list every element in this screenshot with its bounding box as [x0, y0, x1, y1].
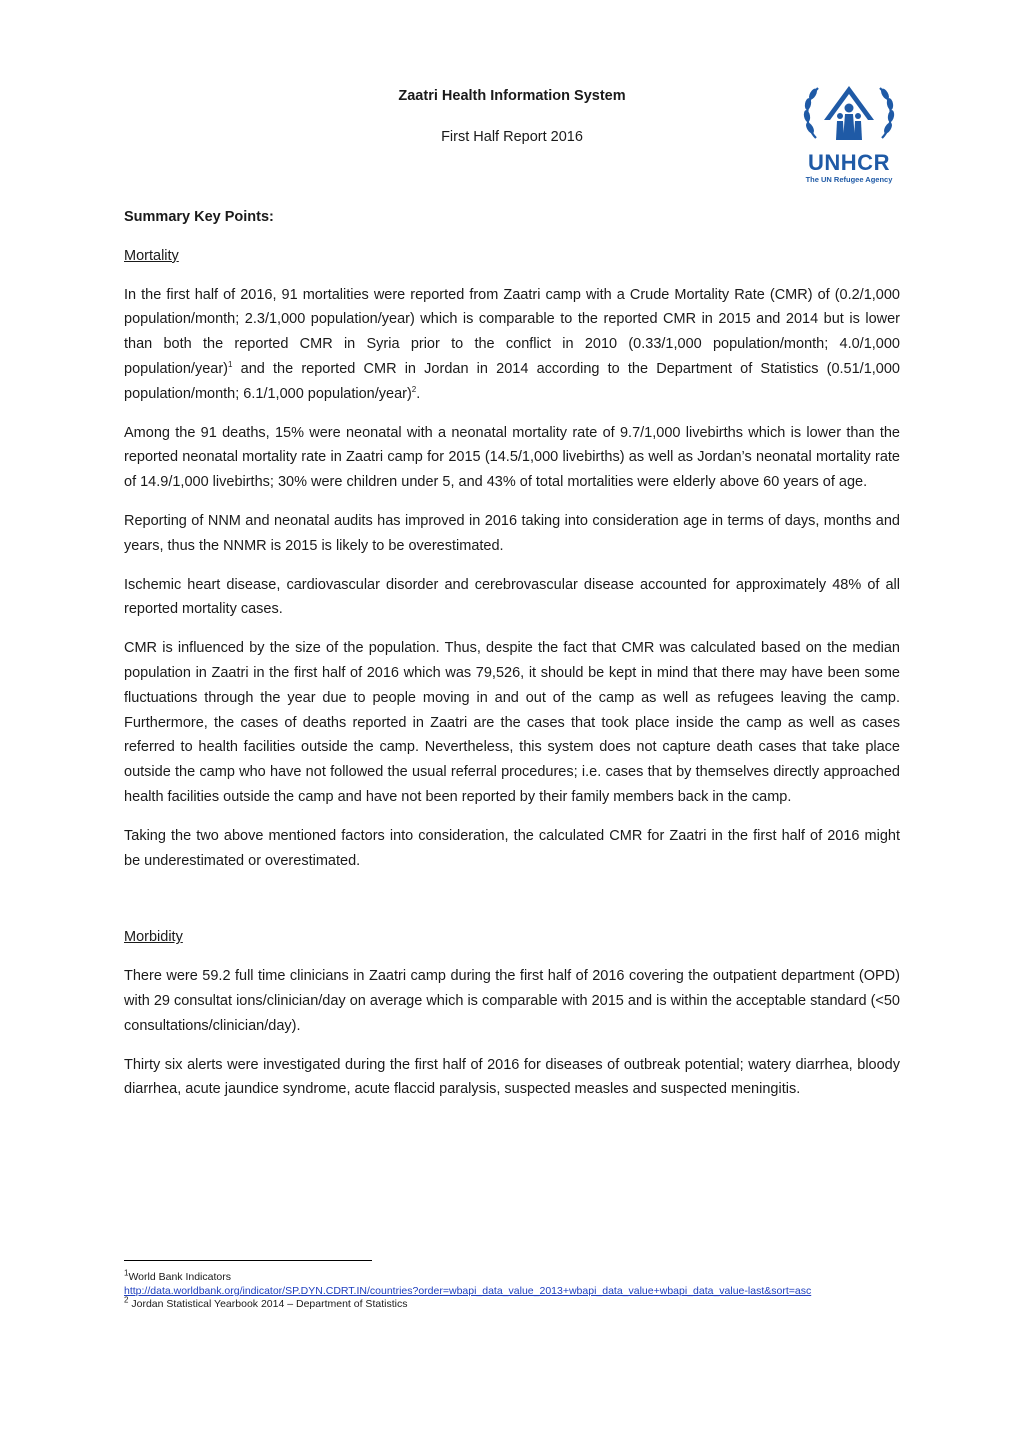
morbidity-heading: Morbidity	[124, 929, 183, 946]
footnote-1-marker: 1	[124, 1268, 129, 1278]
mortality-heading: Mortality	[124, 247, 179, 264]
footnotes	[124, 1260, 900, 1312]
unhcr-wordmark: UNHCR	[808, 150, 890, 175]
mortality-p1-end: .	[416, 385, 421, 402]
mortality-p1-text: In the first half of 2016, 91 mortalities were reported from Zaatri camp with a Crude Mortality Rate (CMR) of (0.2/1,000 population/month; 2.3/1,000 population/year) which is comparable to the reported CMR in 2015 and 2014 but is lower than both the reported CMR in Syria prior to the conflict in 2010 (0.33/1,000 population/month; 4.0/1,000 population/year)	[124, 286, 900, 377]
mortality-paragraph-6: Taking the two above mentioned factors into consideration, the calculated CMR for Zaatri in the first half of 2016 might be underestimated or overestimated.	[124, 827, 900, 869]
footnote-1-link-row	[124, 1285, 900, 1299]
unhcr-tagline: The UN Refugee Agency	[805, 175, 893, 184]
document-subtitle: First Half Report 2016	[441, 129, 583, 145]
footnote-divider	[124, 1260, 372, 1261]
mortality-paragraph-1	[124, 283, 900, 407]
summary-heading: Summary Key Points:	[124, 209, 274, 225]
footnote-2-marker: 2	[124, 1295, 129, 1305]
morbidity-paragraph-1: There were 59.2 full time clinicians in Zaatri camp during the first half of 2016 covering the outpatient department (OPD) with 29 consultat ions/clinician/day on average which is comparable with 2015 and is within the acceptable standard (<50 consultations/clinician/day).	[124, 968, 900, 1034]
unhcr-logo	[794, 80, 904, 188]
footnote-ref-1: 1	[228, 360, 233, 370]
footnote-1-link[interactable]: http://data.worldbank.org/indicator/SP.DYN.CDRT.IN/countries?order=wbapi_data_value_2013+wbapi_data_value+wbapi_data_value-last&sort=asc	[124, 1284, 812, 1297]
mortality-paragraph-3: Reporting of NNM and neonatal audits has improved in 2016 taking into consideration age in terms of days, months and years, thus the NNMR is 2015 is likely to be overestimated.	[124, 512, 900, 554]
mortality-p1-mid: and the reported CMR in Jordan in 2014 according to the Department of Statistics (0.51/1,000 population/month; 6.1/1,000 population/year)	[124, 360, 900, 402]
mortality-paragraph-4: Ischemic heart disease, cardiovascular disorder and cerebrovascular disease accounted for approximately 48% of all reported mortality cases.	[124, 576, 900, 618]
document-title: Zaatri Health Information System	[398, 88, 626, 104]
mortality-paragraph-2: Among the 91 deaths, 15% were neonatal with a neonatal mortality rate of 9.7/1,000 livebirths which is lower than the reported neonatal mortality rate in Zaatri camp for 2015 (14.5/1,000 livebirths) as well as Jordan’s neonatal mortality rate of 14.9/1,000 livebirths; 30% were children under 5, and 43% of total mortalities were elderly above 60 years of age.	[124, 424, 900, 491]
footnote-ref-2: 2	[411, 384, 417, 394]
unhcr-emblem-icon	[794, 80, 904, 152]
footnote-2	[124, 1295, 900, 1312]
morbidity-paragraph-2: Thirty six alerts were investigated during the first half of 2016 for diseases of outbreak potential; watery diarrhea, bloody diarrhea, acute jaundice syndrome, acute flaccid paralysis, suspected measles and suspected meningitis.	[124, 1056, 900, 1098]
footnote-2-text: Jordan Statistical Yearbook 2014 – Department of Statistics	[128, 1298, 408, 1310]
footnote-1	[124, 1268, 900, 1285]
mortality-paragraph-5: CMR is influenced by the size of the population. Thus, despite the fact that CMR was calculated based on the median population in Zaatri in the first half of 2016 which was 79,526, it should be kept in mind that there may have been some fluctuations through the year due to people moving in and out of the camp as well as refugees leaving the camp. Furthermore, the cases of deaths reported in Zaatri are the cases that took place inside the camp as well as cases referred to health facilities outside the camp. Nevertheless, this system does not capture death cases that take place outside the camp who have not followed the usual referral procedures; i.e. cases that by themselves directly approached health facilities outside the camp and have not been reported by their family members back in the camp.	[124, 640, 900, 805]
footnote-1-text: World Bank Indicators	[128, 1271, 231, 1283]
document-body	[124, 205, 900, 1116]
section-spacer	[124, 887, 900, 925]
